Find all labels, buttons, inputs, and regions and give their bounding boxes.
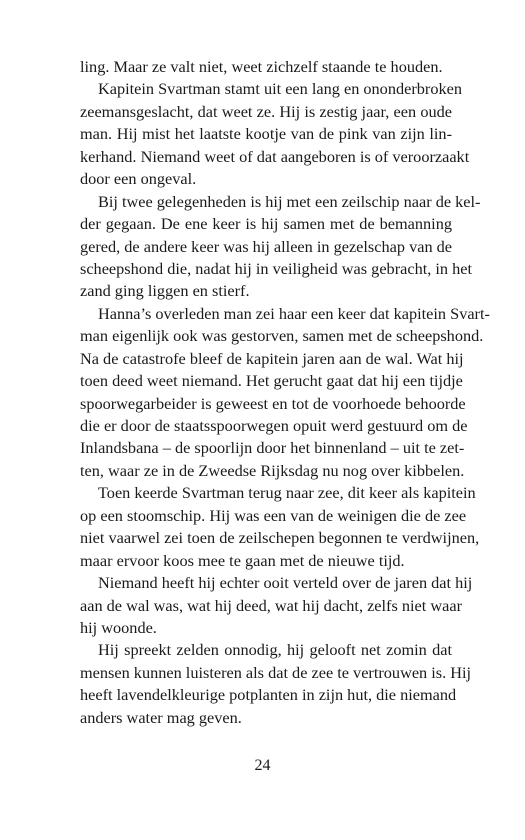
text-line: heeft lavendelkleurige potplanten in zijn hut, die niemand [80,685,457,705]
text-line: scheepshond die, nadat hij in veiligheid was gebracht, in het [80,258,472,278]
text-line: maar ervoor koos mee te gaan met de nieuwe tijd. [80,550,405,570]
paragraph-7 [80,639,472,729]
text-line: Bij twee gelegenheden is hij met een zeilschip naar de kel- [98,191,481,211]
text-line: Na de catastrofe bleef de kapitein jaren aan de wal. Wat hij [80,348,464,368]
paragraph-3 [80,191,481,303]
text-line: man eigenlijk ook was gestorven, samen met de scheepshond. [80,326,484,346]
text-line: op een stoomschip. Hij was een van de weinigen die de zee [80,505,467,525]
paragraph-5 [80,482,480,572]
text-line: ling. Maar ze valt niet, weet zichzelf staande te houden. [80,57,443,76]
page-number: 24 [254,757,271,774]
text-line: ten, waar ze in de Zweedse Rijksdag nu nog over kibbelen. [80,460,465,480]
text-line: niet vaarwel zei toen de zeilschepen begonnen te verdwijnen, [80,528,480,548]
text-line: mensen kunnen luisteren als dat de zee te vertrouwen is. Hij [80,662,472,682]
text-line: der gegaan. De ene keer is hij samen met de bemanning [80,214,452,234]
text-line: zeemansgeslacht, dat weet ze. Hij is zestig jaar, een oude [80,101,452,121]
text-line: kerhand. Niemand weet of dat aangeboren is of veroorzaakt [80,146,470,166]
text-line: zand ging liggen en stierf. [80,281,250,301]
text-line: die er door de staatsspoorwegen opuit werd gestuurd om de [80,416,468,435]
text-line: door een ongeval. [80,169,197,189]
text-line: toen deed weet niemand. Het gerucht gaat dat hij een tijdje [80,371,463,391]
text-line: aan de wal was, wat hij deed, wat hij dacht, zelfs niet waar [80,595,463,615]
page-body [80,56,490,729]
text-line: gered, de andere keer was hij alleen in gezelschap van de [80,236,453,256]
text-line: Inlandsbana – de spoorlijn door het binnenland – uit te zet- [80,438,465,458]
text-line: Toen keerde Svartman terug naar zee, dit keer als kapitein [98,483,476,503]
text-line: Niemand heeft hij echter ooit verteld over de jaren dat hij [98,573,473,593]
text-line: spoorwegarbeider is geweest en tot de voorhoede behoorde [80,393,466,413]
paragraph-6 [80,572,473,639]
text-line: Hanna’s overleden man zei haar een keer dat kapitein Svart- [98,303,490,323]
text-line: man. Hij mist het laatste kootje van de pink van zijn lin- [80,124,452,144]
paragraph-2 [80,78,470,190]
text-line: hij woonde. [80,617,157,637]
text-line: anders water mag geven. [80,707,242,727]
paragraph-4 [80,303,490,483]
text-line: Kapitein Svartman stamt uit een lang en ononderbroken [98,79,462,99]
paragraph-1 [80,56,452,78]
text-line: Hij spreekt zelden onnodig, hij gelooft net zomin dat [98,640,452,660]
